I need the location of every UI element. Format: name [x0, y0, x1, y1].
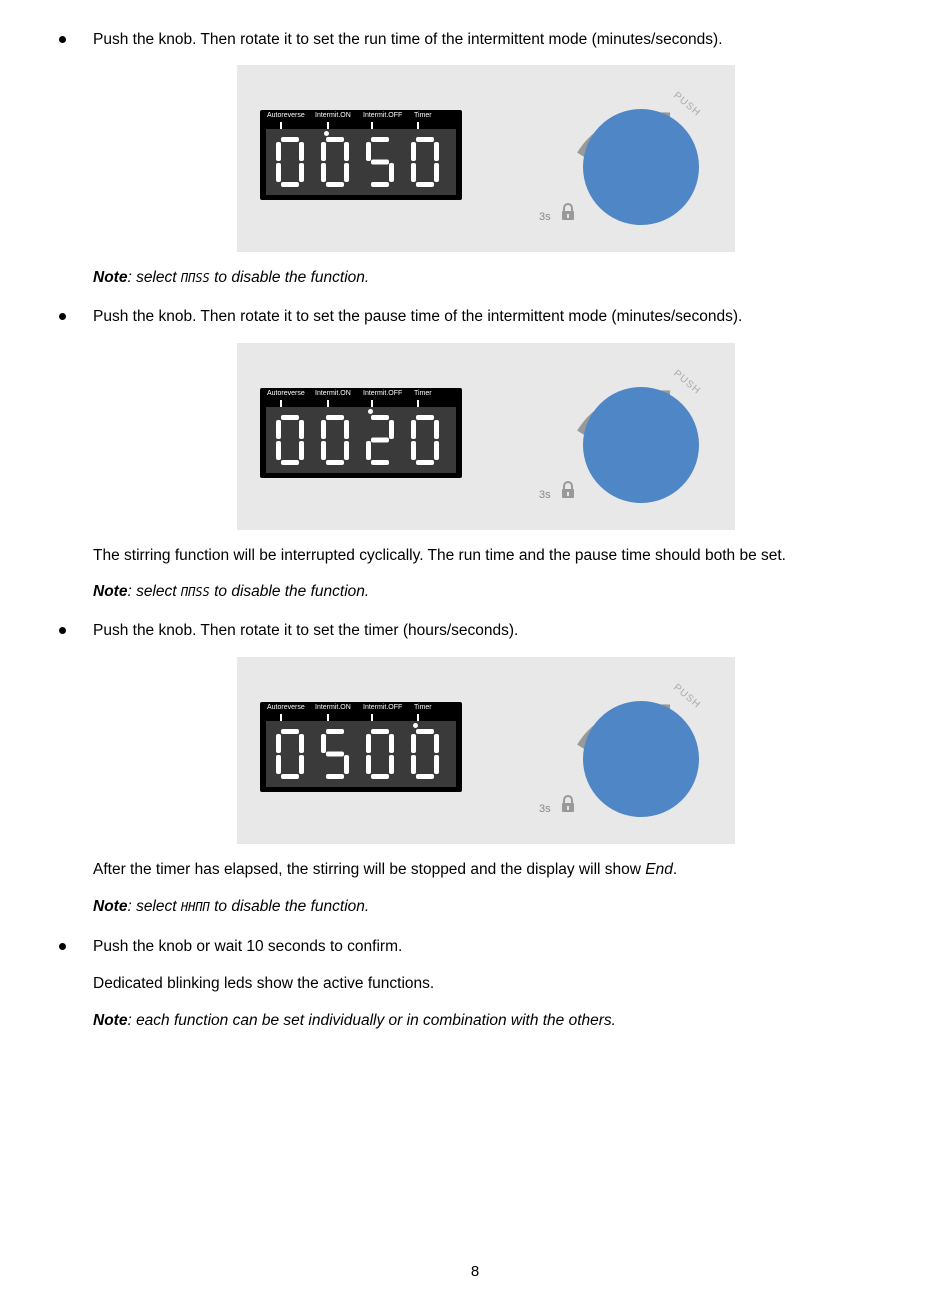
step-1-text: Push the knob. Then rotate it to set the run time of the intermittent mode (minutes/seconds).	[93, 31, 723, 48]
digits	[266, 414, 456, 466]
segment-digit	[411, 415, 439, 465]
label-intermit-off: Intermit.OFF	[363, 112, 403, 119]
segment-digit	[366, 137, 394, 187]
control-panel-2	[237, 343, 735, 530]
label-timer: Timer	[414, 390, 432, 397]
segment-digit	[321, 415, 349, 465]
lock-icon	[561, 203, 575, 221]
lock-icon	[561, 481, 575, 499]
label-intermit-on: Intermit.ON	[315, 112, 351, 119]
page-number: 8	[470, 1263, 480, 1280]
digits	[266, 728, 456, 780]
label-autoreverse: Autoreverse	[267, 112, 305, 119]
active-led	[324, 131, 329, 136]
segment-digit	[366, 729, 394, 779]
lcd-display	[260, 110, 462, 200]
segment-digit	[321, 729, 349, 779]
segment-digit	[276, 729, 304, 779]
step-3-text: Push the knob. Then rotate it to set the timer (hours/seconds).	[93, 622, 519, 639]
label-intermit-off: Intermit.OFF	[363, 390, 403, 397]
bullet-3	[59, 627, 66, 634]
push-label: PUSH	[671, 90, 703, 119]
rotary-knob[interactable]	[583, 387, 699, 503]
lcd-display	[260, 702, 462, 792]
lock-time-label: 3s	[539, 489, 551, 501]
digit-window	[266, 407, 456, 473]
label-autoreverse: Autoreverse	[267, 390, 305, 397]
segment-digit	[411, 137, 439, 187]
step-3-para: After the timer has elapsed, the stirring will be stopped and the display will show End.	[93, 861, 678, 878]
lcd-display	[260, 388, 462, 478]
label-intermit-on: Intermit.ON	[315, 704, 351, 711]
segment-digit	[411, 729, 439, 779]
final-note: Note: each function can be set individually or in combination with the others.	[93, 1012, 616, 1029]
note-1: Note: select ΠΠSS to disable the function.	[93, 269, 370, 286]
note-3: Note: select HHΠΠ to disable the function.	[93, 898, 370, 915]
final-para: Dedicated blinking leds show the active functions.	[93, 975, 435, 992]
step-2-para: The stirring function will be interrupted cyclically. The run time and the pause time should both be set.	[93, 547, 786, 564]
label-timer: Timer	[414, 704, 432, 711]
note-2: Note: select ΠΠSS to disable the function.	[93, 583, 370, 600]
digit-window	[266, 129, 456, 195]
segment-digit	[276, 137, 304, 187]
segment-digit	[321, 137, 349, 187]
push-label: PUSH	[671, 368, 703, 397]
segment-digit	[366, 415, 394, 465]
label-timer: Timer	[414, 112, 432, 119]
control-panel-3	[237, 657, 735, 844]
lock-time-label: 3s	[539, 211, 551, 223]
lock-time-label: 3s	[539, 803, 551, 815]
bullet-1	[59, 36, 66, 43]
segment-digit	[276, 415, 304, 465]
bullet-2	[59, 313, 66, 320]
label-intermit-off: Intermit.OFF	[363, 704, 403, 711]
rotary-knob[interactable]	[583, 701, 699, 817]
lock-icon	[561, 795, 575, 813]
label-intermit-on: Intermit.ON	[315, 390, 351, 397]
active-led	[368, 409, 373, 414]
bullet-4	[59, 943, 66, 950]
active-led	[413, 723, 418, 728]
digits	[266, 136, 456, 188]
push-label: PUSH	[671, 682, 703, 711]
step-2-text: Push the knob. Then rotate it to set the pause time of the intermittent mode (minutes/seconds).	[93, 308, 743, 325]
digit-window	[266, 721, 456, 787]
rotary-knob[interactable]	[583, 109, 699, 225]
final-text: Push the knob or wait 10 seconds to confirm.	[93, 938, 403, 955]
label-autoreverse: Autoreverse	[267, 704, 305, 711]
control-panel-1	[237, 65, 735, 252]
